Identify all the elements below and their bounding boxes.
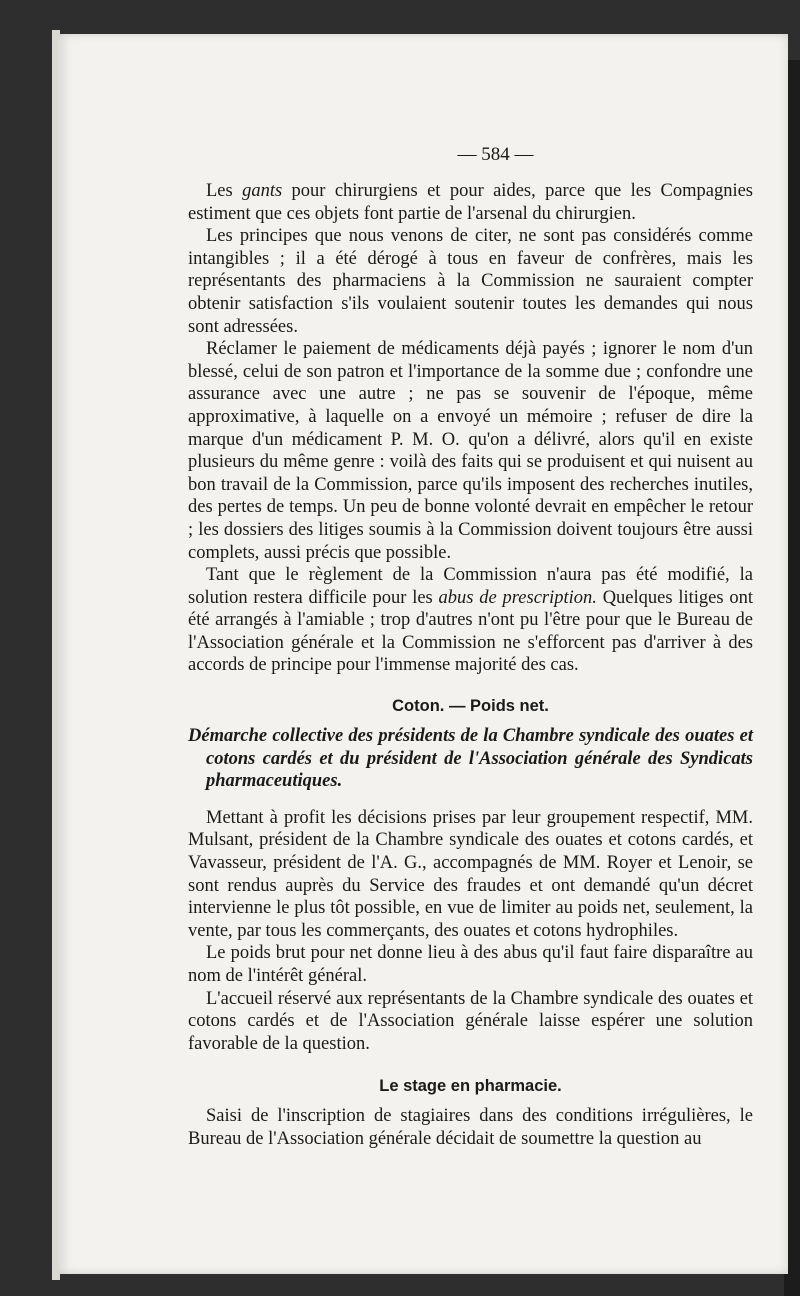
paragraph-reglement: Tant que le règlement de la Commission n'aura pas été modifié, la solution restera difficile pour les abus de prescription. Quelques litiges ont été arrangés à l'amiable ; trop d'autres n'ont pu l'être pour que le Bureau de l'Association générale et la Commission ne s'efforcent pas d'arriver à des accords de principe pour l'immense majorité des cas. xyxy=(188,565,754,676)
paragraph-reclamer: Réclamer le paiement de médicaments déjà payés ; ignorer le nom d'un blessé, celui de son patron et l'importance de la somme due ; confondre une assurance avec une autre ; ne pas se souvenir de l'époque, même approximative, à laquelle on a envoyé un mémoire ; refuser de dire la marque d'un médicament P. M. O. qu'on a délivré, alors qu'il en existe plusieurs du même genre : voilà des faits qui se produisent et qui nuisent au bon travail de la Commission, parce qu'ils imposent des recherches inutiles, des pertes de temps. Un peu de bonne volonté devrait en empêcher le retour ; les dossiers des litiges soumis à la Commission doivent toujours être aussi complets, aussi précis que possible. xyxy=(188,339,753,563)
paragraph-principes: Les principes que nous venons de citer, ne sont pas considérés comme intangibles ; il a été dérogé à tous en faveur de confrères, mais les représentants des pharmaciens à la Commission ne sauraient compter obtenir satisfaction s'ils voulaient soutenir toutes les demandes qui nous sont adressées. xyxy=(188,226,753,337)
section-heading-stage: Le stage en pharmacie. xyxy=(379,1077,562,1096)
section-subtitle-demarche: Démarche collective des présidents de la Chambre syndicale des ouates et cotons cardés et du président de l'Association générale des Syndicats pharmaceutiques. xyxy=(188,726,753,792)
paragraph-accueil: L'accueil réservé aux représentants de la Chambre syndicale des ouates et cotons cardés et de l'Association générale laisse espérer une solution favorable de la question. xyxy=(188,988,753,1054)
emphasis-gants: gants xyxy=(242,181,283,201)
paragraph-gants: Les gants pour chirurgiens et pour aides, parce que les Compagnies estiment que ces objets font partie de l'arsenal du chirurgien. xyxy=(188,181,754,224)
page-content xyxy=(188,142,753,1151)
section-heading-coton: Coton. — Poids net. xyxy=(392,697,549,716)
paragraph-saisi: Saisi de l'inscription de stagiaires dans des conditions irrégulières, le Bureau de l'Association générale décidait de soumettre la question au xyxy=(188,1106,753,1149)
paragraph-mettant: Mettant à profit les décisions prises par leur groupement respectif, MM. Mulsant, président de la Chambre syndicale des ouates et cotons cardés, et Vavasseur, président de l'A. G., accompagnés de MM. Royer et Lenoir, se sont rendus auprès du Service des fraudes et ont demandé qu'un décret intervienne le plus tôt possible, en vue de limiter au poids net, seulement, la vente, par tous les commerçants, des ouates et cotons hydrophiles. xyxy=(188,807,753,941)
page-number: — 584 — xyxy=(457,144,534,165)
emphasis-abus: abus de prescription. xyxy=(438,587,597,608)
paragraph-poids-brut: Le poids brut pour net donne lieu à des abus qu'il faut faire disparaître au nom de l'intérêt général. xyxy=(188,943,753,986)
